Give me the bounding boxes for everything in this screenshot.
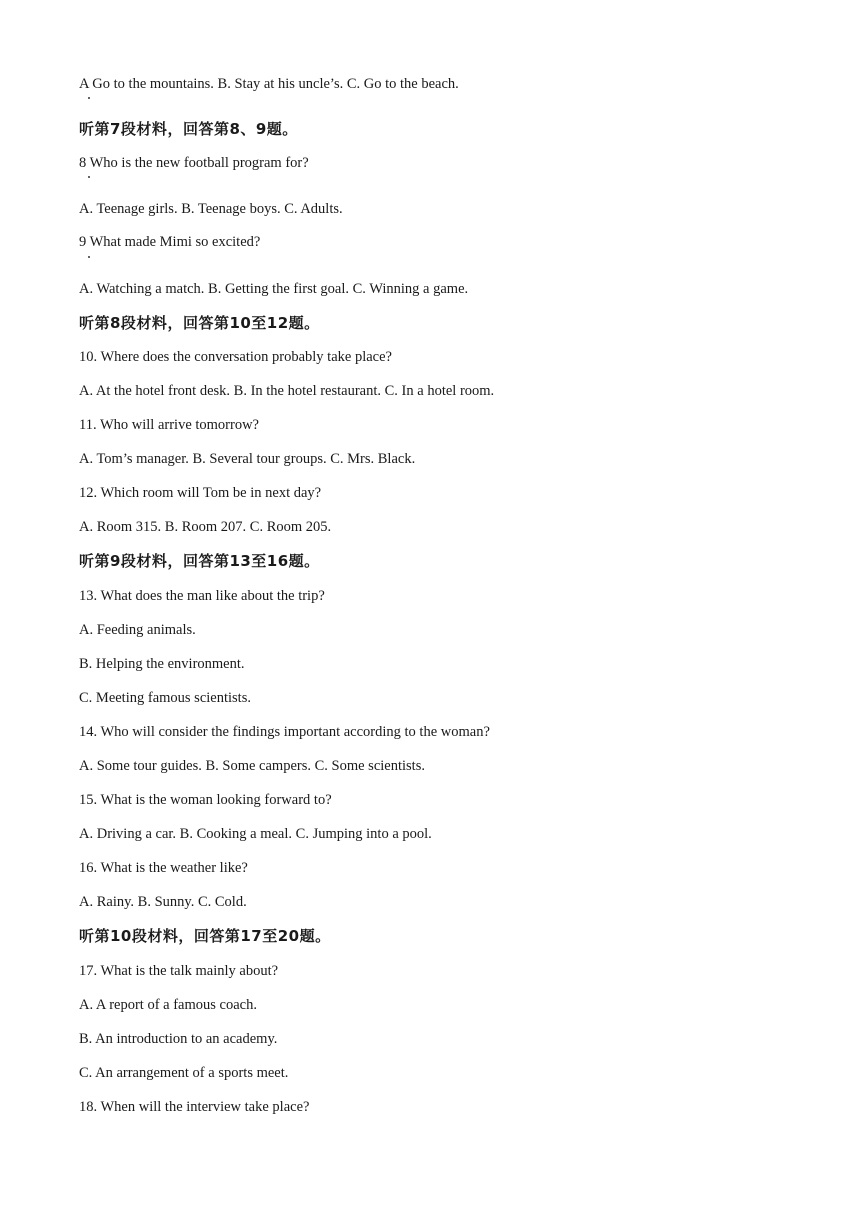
- q15-options: A. Driving a car. B. Cooking a meal. C. Jumping into a pool.: [79, 826, 432, 842]
- mark-dot: [88, 256, 90, 258]
- question-8: 8 Who is the new football program for?: [79, 155, 309, 171]
- q14-options: A. Some tour guides. B. Some campers. C. Some scientists.: [79, 758, 425, 774]
- q11-options: A. Tom’s manager. B. Several tour groups. C. Mrs. Black.: [79, 451, 416, 467]
- question-18: 18. When will the interview take place?: [79, 1099, 310, 1115]
- section-heading-8: 听第8段材料，回答第10至12题。: [79, 314, 320, 332]
- q16-options: A. Rainy. B. Sunny. C. Cold.: [79, 894, 247, 910]
- question-16: 16. What is the weather like?: [79, 860, 248, 876]
- q8-options: A. Teenage girls. B. Teenage boys. C. Adults.: [79, 201, 343, 217]
- q17-option-a: A. A report of a famous coach.: [79, 997, 257, 1013]
- section-heading-7: 听第7段材料，回答第8、9题。: [79, 120, 298, 138]
- q13-option-a: A. Feeding animals.: [79, 622, 196, 638]
- question-15: 15. What is the woman looking forward to?: [79, 792, 332, 808]
- mark-dot: [88, 176, 90, 178]
- section-heading-9: 听第9段材料，回答第13至16题。: [79, 552, 320, 570]
- q7-options: A Go to the mountains. B. Stay at his uncle’s. C. Go to the beach.: [79, 76, 459, 92]
- q17-option-b: B. An introduction to an academy.: [79, 1031, 278, 1047]
- question-14: 14. Who will consider the findings important according to the woman?: [79, 724, 490, 740]
- mark-dot: [88, 97, 90, 99]
- section-heading-10: 听第10段材料，回答第17至20题。: [79, 927, 331, 945]
- question-11: 11. Who will arrive tomorrow?: [79, 417, 259, 433]
- question-13: 13. What does the man like about the trip?: [79, 588, 325, 604]
- question-17: 17. What is the talk mainly about?: [79, 963, 279, 979]
- question-10: 10. Where does the conversation probably take place?: [79, 349, 392, 365]
- question-12: 12. Which room will Tom be in next day?: [79, 485, 322, 501]
- q10-options: A. At the hotel front desk. B. In the hotel restaurant. C. In a hotel room.: [79, 383, 495, 399]
- q12-options: A. Room 315. B. Room 207. C. Room 205.: [79, 519, 332, 535]
- q13-option-b: B. Helping the environment.: [79, 656, 245, 672]
- q13-option-c: C. Meeting famous scientists.: [79, 690, 251, 706]
- q17-option-c: C. An arrangement of a sports meet.: [79, 1065, 289, 1081]
- q9-options: A. Watching a match. B. Getting the first goal. C. Winning a game.: [79, 281, 469, 297]
- question-9: 9 What made Mimi so excited?: [79, 234, 261, 250]
